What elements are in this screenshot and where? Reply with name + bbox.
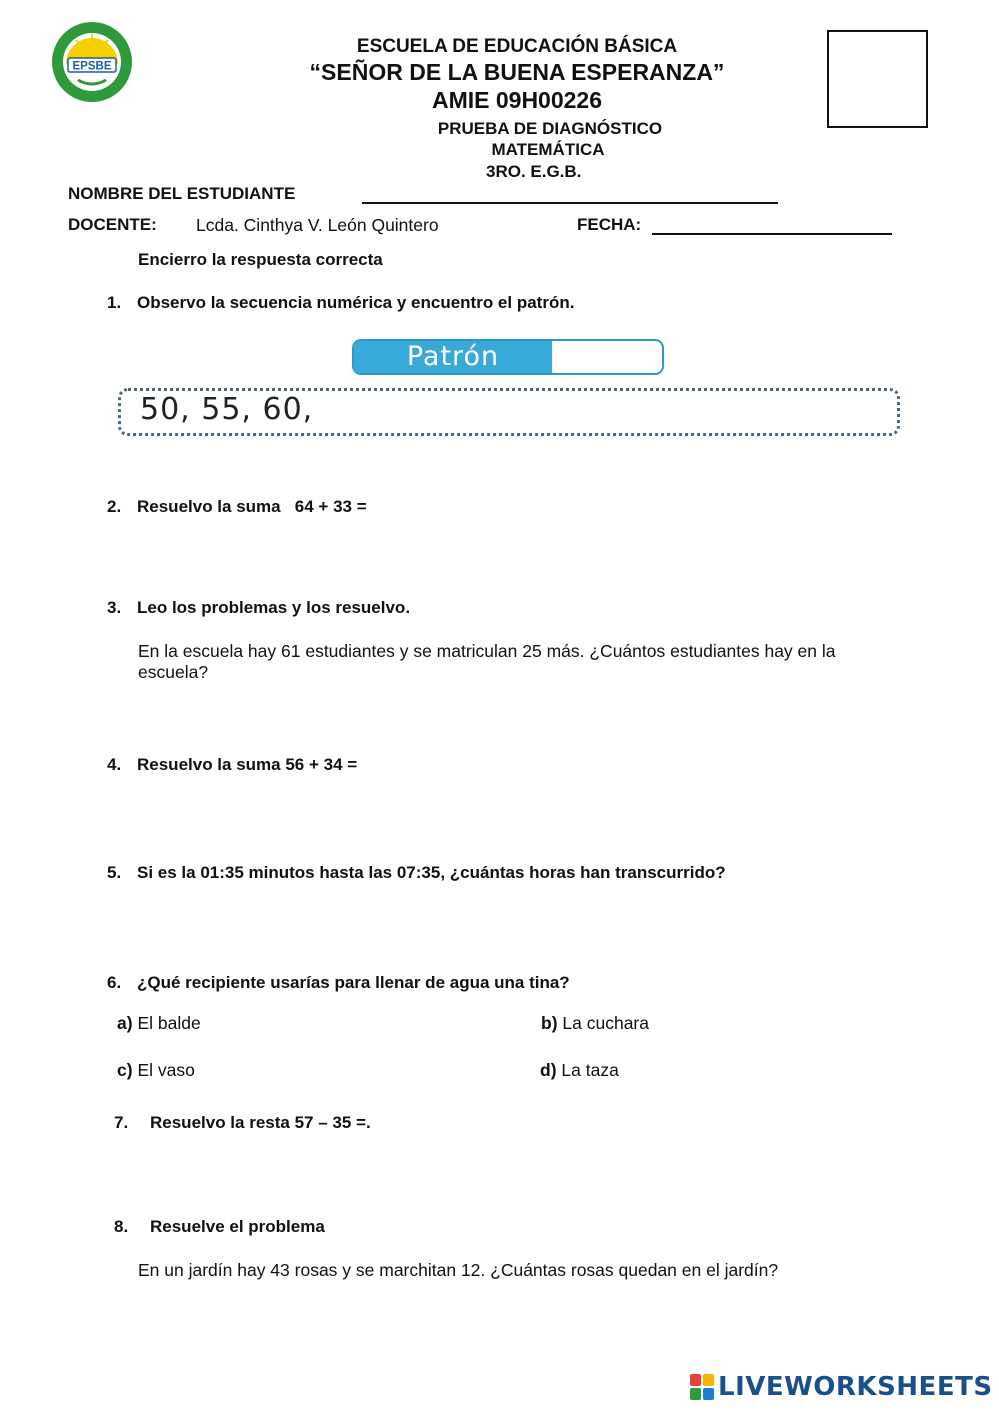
- question-4: 4. Resuelvo la suma 56 + 34 =: [107, 755, 358, 774]
- date-field[interactable]: [652, 233, 892, 235]
- amie-code: AMIE 09H00226: [431, 87, 603, 113]
- student-name-label: NOMBRE DEL ESTUDIANTE: [68, 184, 296, 203]
- subject-title: MATEMÁTICA: [491, 140, 605, 159]
- option-a[interactable]: a) El balde: [117, 1013, 201, 1033]
- liveworksheets-icon: [690, 1374, 714, 1400]
- grade-title: 3RO. E.G.B.: [486, 162, 582, 181]
- liveworksheets-watermark: [690, 1372, 993, 1402]
- school-logo: [50, 20, 134, 104]
- question-7: 7. Resuelvo la resta 57 – 35 =.: [114, 1113, 371, 1132]
- option-d[interactable]: d) La taza: [540, 1060, 619, 1080]
- test-title: PRUEBA DE DIAGNÓSTICO: [437, 119, 663, 138]
- pattern-answer-box[interactable]: [352, 339, 664, 375]
- school-name-line2: “SEÑOR DE LA BUENA ESPERANZA”: [309, 59, 725, 85]
- photo-box: [827, 30, 928, 128]
- question-8-body: En un jardín hay 43 rosas y se marchitan 12. ¿Cuántas rosas quedan en el jardín?: [138, 1260, 779, 1280]
- student-name-field[interactable]: [362, 202, 778, 204]
- logo-acronym: EPSBE: [72, 60, 112, 73]
- question-3: 3. Leo los problemas y los resuelvo.: [107, 598, 411, 617]
- teacher-label: DOCENTE:: [68, 215, 157, 234]
- watermark-text: LIVEWORKSHEETS: [718, 1372, 993, 1402]
- question-8: 8. Resuelve el problema: [114, 1217, 325, 1236]
- question-2: 2. Resuelvo la suma 64 + 33 =: [107, 497, 367, 516]
- school-name-line1: ESCUELA DE EDUCACIÓN BÁSICA: [356, 36, 678, 57]
- instruction: Encierro la respuesta correcta: [138, 250, 383, 269]
- date-label: FECHA:: [577, 215, 642, 234]
- option-c[interactable]: c) El vaso: [117, 1060, 195, 1080]
- question-1: 1. Observo la secuencia numérica y encuentro el patrón.: [107, 293, 575, 312]
- question-5: 5. Si es la 01:35 minutos hasta las 07:35, ¿cuántas horas han transcurrido?: [107, 863, 726, 882]
- sequence-values: 50, 55, 60,: [140, 392, 314, 427]
- question-3-body: En la escuela hay 61 estudiantes y se matriculan 25 más. ¿Cuántos estudiantes hay en la escuela?: [138, 641, 836, 682]
- teacher-name: Lcda. Cinthya V. León Quintero: [196, 215, 439, 235]
- pattern-label: Patrón: [354, 341, 552, 373]
- option-b[interactable]: b) La cuchara: [541, 1013, 649, 1033]
- question-6: 6. ¿Qué recipiente usarías para llenar de agua una tina?: [107, 973, 570, 992]
